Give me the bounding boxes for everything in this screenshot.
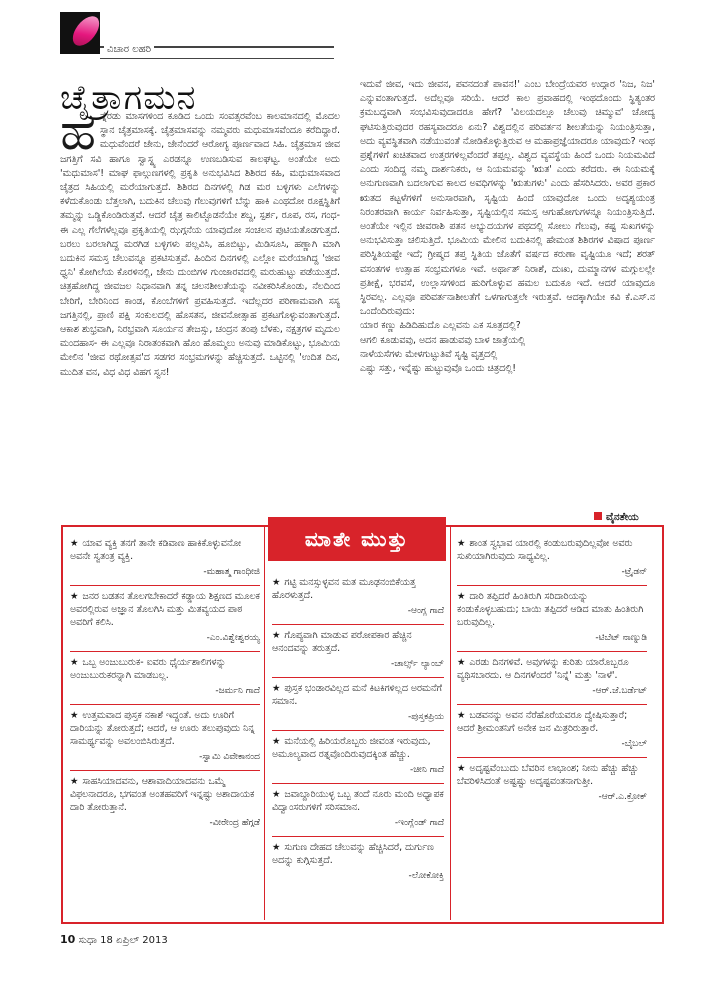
page-number: 10 — [60, 933, 76, 946]
verse-line: ಎಷ್ಟು ಸತ್ತು, ಇನ್ನೆಷ್ಟು ಹುಟ್ಟುವುವೊ ಒಂದು ಚಿತ್ರದಲ್ಲಿ! — [360, 363, 517, 375]
star-icon: ★ — [70, 710, 79, 721]
quote-item: ★ ಉತ್ತಮವಾದ ಪುಸ್ತಕ ನಕಾಶೆ ಇದ್ದಂತೆ. ಅದು ಊರಿಗೆ ದಾರಿಯನ್ನು ತೋರುತ್ತದೆ; ಆದರೆ, ಆ ಊರು ತಲುಪುವುದು ನಿನ್ನ ಸಾಮರ್ಥ್ಯವನ್ನು ಅವಲಂಬಿಸಿರುತ್ತದೆ. -ಸ್ವಾಮಿ ವಿವೇಕಾನಂದ — [70, 705, 260, 771]
quote-item: ★ ಗಟ್ಟಿ ಮನಸ್ಸುಳ್ಳವನ ಮತ ಮೂಢನಂಬಿಕೆಯತ್ತ ಹೊರಳುತ್ತದೆ. -ಆಂಗ್ಲ ಗಾದೆ — [272, 572, 444, 625]
quotes-box-title: ಮಾತೇ ಮುತ್ತು — [268, 517, 446, 561]
article-column-right — [360, 78, 655, 376]
author-byline — [594, 512, 639, 523]
star-icon: ★ — [457, 657, 466, 668]
quote-item: ★ ದಾರಿ ತಪ್ಪಿದರೆ ಹಿಂತಿರುಗಿ ಸರಿದಾರಿಯನ್ನು ಕಂಡುಕೊಳ್ಳಬಹುದು; ಬಾಯಿ ತಪ್ಪಿದರೆ ಆಡಿದ ಮಾತು ಹಿಂತಿರುಗಿ ಬರುವುದಿಲ್ಲ. -ಟಿಬೆಟ್ ನಾಣ್ನುಡಿ — [457, 586, 647, 652]
star-icon: ★ — [272, 842, 281, 853]
section-label: ವಿಚಾರ ಲಹರಿ — [104, 44, 154, 55]
star-icon: ★ — [457, 591, 466, 602]
article-text-left: ನ್ನೆರಡು ಮಾಸಗಳಿಂದ ಕೂಡಿದ ಒಂದು ಸಂವತ್ಸರವೆಂಬ ಕಾಲಮಾನದಲ್ಲಿ ಮೊದಲ ಸ್ಥಾನ ಚೈತ್ರಮಾಸಕ್ಕೆ. ಚೈತ್ರಮಾಸವನ್ನು ನಮ್ಮವರು ಮಧುಮಾಸವೆಂದೂ ಕರೆದಿದ್ದಾರೆ. ಮಧುವೆಂದರೆ ಜೇನು, ಜೇನೆಂದರೆ ಆರೋಗ್ಯ ಪೂರ್ಣವಾದ ಸಿಹಿ. ಚೈತ್ರಮಾಸ ಜೀವ ಜಗತ್ತಿಗೆ ಸವಿ ಹಾಗೂ ಸ್ವಾಸ್ಥ್ಯ ಎರಡನ್ನೂ ಉಣಬಡಿಸುವ ಕಾಲಘಟ್ಟ. ಅಂತೆಯೇ ಅದು 'ಮಧುಮಾಸ'! ಮಾಘ ಫಾಲ್ಗುಣಗಳಲ್ಲಿ ಪ್ರಕೃತಿ ಅನುಭವಿಸಿದ ಶಿಶಿರದ ಕಹಿ, ಮಧುಮಾಸವಾದ ಚೈತ್ರದ ಸಿಹಿಯಲ್ಲಿ ಮರೆಯಾಗುತ್ತದೆ. ಶಿಶಿರದ ದಿನಗಳಲ್ಲಿ ಗಿಡ ಮರ ಬಳ್ಳಿಗಳು ಎಲೆಗಳನ್ನು ಕಳೆದುಕೊಂಡು ಬೆತ್ತಲಾಗಿ, ಬದುಕಿನ ಚೆಲುವು ಗೆಲುವುಗಳಿಗೆ ಬೆನ್ನು ಹಾಕಿ ಎಂಥದೋ ರೂಕ್ಷಸ್ಥಿತಿಗೆ ತಮ್ಮನ್ನು ಒಡ್ಡಿಕೊಂಡಿರುತ್ತವೆ. ಆದರೆ ಚೈತ್ರ ಕಾಲಿಟ್ಟೊಡನೆಯೇ ಶಬ್ದ, ಸ್ಪರ್ಶ, ರೂಪ, ರಸ, ಗಂಧ- ಈ ಎಲ್ಲ ಗೆಲೆಗಳೆಲ್ಲವೂ ಪ್ರಕೃತಿಯಲ್ಲಿ ಝಗ್ಗನೆಯ ಯಾವುದೋ ಸಂಚಲನ ಪುಟಿಯತೊಡಗುತ್ತದೆ. ಬರಲು ಬರಲಾಗಿದ್ದ ಮರಗಿಡ ಬಳ್ಳಿಗಳು ಪಲ್ಲವಿಸಿ, ಹೂಬಿಟ್ಟು, ಮಿಡಿಸೂಸಿ, ಹಣ್ಣಾಗಿ ಮಾಗಿ ಬದುಕಿನ ಸಮಸ್ತ ಚೆಲುವನ್ನೂ ಪ್ರಕಟಿಸುತ್ತವೆ. ಹಿಂದಿನ ದಿನಗಳಲ್ಲಿ ಎಲ್ಲೋ ಮರೆಯಾಗಿದ್ದ 'ಜೀವ ಧ್ವನಿ' ಕೋಗಿಲೆಯ ಕೊರಳಿನಲ್ಲಿ, ಜೇನು ದುಂಬಿಗಳ ಗುಂಜಾರವದಲ್ಲಿ ಮರುಹುಟ್ಟು ಪಡೆಯುತ್ತದೆ. ಚಿತ್ರಹೋಗಿದ್ದ ಜೀವಜಲ ನಿಧಾನವಾಗಿ ತನ್ನ ಚಲನಶೀಲತೆಯನ್ನು ನವೀಕರಿಸಿಕೊಂಡು, ನೆಲದಿಂದ ಬೇರಿಗೆ, ಬೇರಿನಿಂದ ಕಾಂಡ, ಕೊಂಬೆಗಳಿಗೆ ಪ್ರವಹಿಸುತ್ತದೆ. ಇದೆಲ್ಲದರ ಪರಿಣಾಮವಾಗಿ ಸಸ್ಯ ಜಗತ್ತಿನಲ್ಲಿ, ಪ್ರಾಣಿ ಪಕ್ಷಿ ಸಂಕುಲದಲ್ಲಿ ಹೊಸತನ, ಜೀವನೋತ್ಸಾಹ ಪ್ರಕಟಗೊಳ್ಳುವಂತಾಗುತ್ತದೆ. ಆಕಾಶ ಶುಭ್ರವಾಗಿ, ನಿರಭ್ರವಾಗಿ ಸೂರ್ಯನ ತೇಜಸ್ಸು, ಚಂದ್ರನ ತಂಪು ಬೆಳಕು, ನಕ್ಷತ್ರಗಳ ಮೃದುಲ ಮಂದಹಾಸ- ಈ ಎಲ್ಲವೂ ನಿರಾತಂಕವಾಗಿ ಹೊಂ ಹೊಮ್ಮಲು ಅನುವು ಮಾಡಿಕೊಟ್ಟು, ಭೂಮಿಯ ಮೇಲಿನ 'ಜೀವ ರಥೋತ್ಸವ'ದ ಸಡಗರ ಸಂಭ್ರಮಗಳನ್ನು ಹೆಚ್ಚಿಸುತ್ತದೆ. ಒಟ್ಟಿನಲ್ಲಿ 'ಉದಿತ ದಿನ, ಮುದಿತ ವನ, ವಿಧ ವಿಧ ವಿಹಗ ಸ್ವನ! — [60, 111, 340, 378]
star-icon: ★ — [272, 577, 281, 588]
star-icon: ★ — [457, 710, 466, 721]
quote-item: ★ ಜನರ ಬಡತನ ತೊಲಗಬೇಕಾದರೆ ಕಡ್ಡಾಯ ಶಿಕ್ಷಣದ ಮೂಲಕ ಅವರಲ್ಲಿರುವ ಅಜ್ಞಾನ ತೊಲಗಿಸಿ ಮತ್ತು ಮಿತವ್ಯಯದ ಪಾಠ ಅವರಿಗೆ ಕಲಿಸಿ. -ಎಂ.ವಿಶ್ವೇಶ್ವರಯ್ಯ — [70, 586, 260, 652]
star-icon: ★ — [70, 538, 79, 549]
star-icon: ★ — [457, 538, 466, 549]
star-icon: ★ — [272, 683, 281, 694]
author-name: ವೈನತೇಯ — [606, 512, 639, 523]
quote-item: ★ ಬಡವನನ್ನು ಅವನ ನೆರೆಹೊರೆಯವರೂ ದ್ವೇಷಿಸುತ್ತಾರೆ; ಆದರೆ ಶ್ರೀಮಂತನಿಗೆ ಅನೇಕ ಜನ ಮಿತ್ರರಿರುತ್ತಾರೆ. -ಬೈಬಲ್ — [457, 705, 647, 758]
quote-item: ★ ಜವಾಬ್ದಾರಿಯುಳ್ಳ ಒಬ್ಬ ತಂದೆ ನೂರು ಮಂದಿ ಅಧ್ಯಾಪಕ ವಿದ್ವಾಂಸರುಗಳಿಗೆ ಸರಿಸಮಾನ. -ಇಂಗ್ಲೆಂಡ್ ಗಾದೆ — [272, 784, 444, 837]
article-text-right: ಇದುವೆ ಜೀವ, ಇದು ಜೀವನ, ಪವನದಂತೆ ಪಾವನ!' ಎಂಬ ಬೇಂದ್ರೆಯವರ ಉದ್ಗಾರ 'ನಿಜ, ನಿಜ' ಎನ್ನುವಂತಾಗುತ್ತದೆ. ಅದೆಲ್ಲವೂ ಸರಿಯೆ. ಆದರೆ ಕಾಲ ಪ್ರವಾಹದಲ್ಲಿ ಇಂಥದೊಂದು ಸ್ಥಿತ್ಯಂತರ ಕ್ರಮಬದ್ಧವಾಗಿ ಸಂಭವಿಸುವುದಾದರೂ ಹೇಗೆ? 'ವಿಲಯದಲ್ಲೂ ಚೆಲುವು ಚಿಮ್ಮುವ' ಚೋದ್ಯ ಘಟಿಸುತ್ತಿರುವುದರ ರಹಸ್ಯವಾದರೂ ಏನು? ವಿಶ್ವದಲ್ಲಿನ ಪರಿವರ್ತನ ಶೀಲತೆಯನ್ನು ನಿಯಂತ್ರಿಸುತ್ತಾ, ಅದು ವ್ಯವಸ್ಥಿತವಾಗಿ ನಡೆಯುವಂತೆ ನೋಡಿಕೊಳ್ಳುತ್ತಿರುವ ಆ ಮಹಾಪ್ರಜ್ಞೆಯಾದರೂ ಯಾವುದು? ಇಂಥ ಪ್ರಶ್ನೆಗಳಿಗೆ ಖಚಿತವಾದ ಉತ್ತರಗಳಿಲ್ಲವೆಂದರೆ ತಪ್ಪಲ್ಲ. ವಿಶ್ವದ ವ್ಯವಸ್ಥೆಯ ಹಿಂದೆ ಒಂದು ನಿಯಮವಿದೆ ಎಂದು ಸಂದಿದ್ದ ನಮ್ಮ ದಾರ್ಶನಿಕರು, ಆ ನಿಯಮವನ್ನು 'ಋತ' ಎಂದು ಕರೆದರು. ಈ ನಿಯಮಕ್ಕೆ ಅನುಗುಣವಾಗಿ ಬದಲಾಗುವ ಕಾಲದ ಅವಧಿಗಳನ್ನು 'ಋತುಗಳು' ಎಂದು ಹೆಸರಿಸಿದರು. ಅವರ ಪ್ರಕಾರ ಋತದ ಕಟ್ಟಳೆಗಳಿಗೆ ಅನುಸಾರವಾಗಿ, ಸೃಷ್ಟಿಯ ಹಿಂದೆ ಯಾವುದೋ ಒಂದು ಅದೃಶ್ಯಯಂತ್ರ ನಿರಂತರವಾಗಿ ಕಾರ್ಯ ನಿರ್ವಹಿಸುತ್ತಾ, ಸೃಷ್ಟಿಯಲ್ಲಿನ ಸಮಸ್ತ ಆಗುಹೋಗುಗಳನ್ನೂ ನಿಯಂತ್ರಿಸುತ್ತಿದೆ. ಅಂತೆಯೇ ಇಲ್ಲಿನ ಜೀವರಾಶಿ ಪತನ ಅಭ್ಯುದಯಗಳ ಪಥದಲ್ಲಿ ಸೋಲು ಗೆಲುವು, ಕಷ್ಟ ಸುಖಗಳನ್ನು ಅನುಭವಿಸುತ್ತಾ ಚಲಿಸುತ್ತಿದೆ. ಭೂಮಿಯ ಮೇಲಿನ ಬದುಕಿನಲ್ಲಿ ಹೇಮಂತ ಶಿಶಿರಗಳ ವಿಷಾದ ಪೂರ್ಣ ಪರಿಸ್ಥಿತಿಯಷ್ಟೇ ಇದೆ; ಗ್ರೀಷ್ಮದ ತಪ್ತ ಸ್ಥಿತಿಯ ಜೊತೆಗೆ ವರ್ಷದ ಕರುಣಾ ವೃಷ್ಟಿಯೂ ಇದೆ; ಶರತ್ ವಸಂತಗಳ ಉತ್ಸಾಹ ಸಂಭ್ರಮಗಳೂ ಇವೆ. ಅರ್ಥಾತ್ ನಿರಾಶೆ, ದುಃಖ, ದುಮ್ಮಾನಗಳ ಮಗ್ಗುಲಲ್ಲೇ ಪ್ರತೀಕ್ಷೆ, ಭರವಸೆ, ಉಲ್ಲಾಸಗಳಿಂದ ಹುರಿಗೊಳ್ಳುವ ಹಮಲ ಬದುಕೂ ಇದೆ. ಆದರೆ ಯಾವುದೂ ಸ್ಥಿರವಲ್ಲ. ಎಲ್ಲವೂ ಪರಿವರ್ತನಾಶೀಲತೆಗೆ ಒಳಗಾಗುತ್ತಲೇ ಇರುತ್ತವೆ. ಆದಕ್ಕಾಗಿಯೇ ಕವಿ ಕೆ.ಎಸ್.ನ ಒಂದೆಂದಿರುವುದು: — [360, 79, 655, 318]
verse-line: ಯಾರ ಕಣ್ಣು ಹಿಡಿದಿಹುದೊ ಎಲ್ಲವನು ಎಕ ಸೂತ್ರದಲ್ಲಿ? — [360, 320, 521, 332]
quote-item: ★ ಅದೃಷ್ಟವೆಂಬುದು ಬೆವರಿನ ಲಾಭಾಂಶ; ನೀನು ಹೆಚ್ಚು ಹೆಚ್ಚು ಬೆವರಿಳಿಸಿದಂತೆ ಅಷ್ಟಷ್ಟು ಅದೃಷ್ಟವಂತನಾಗುತ್ತೀ. -ಆರ್.ಎ.ಕ್ರೋಕ್ — [457, 763, 647, 802]
quote-item: ★ ಒಬ್ಬ ಅಂಜುಬುರುಕ- ಐವರು ಧೈರ್ಯಶಾಲಿಗಳನ್ನು ಅಂಜುಬುರುಕರನ್ನಾಗಿ ಮಾಡಬಲ್ಲ. -ಜರ್ಮನಿ ಗಾದೆ — [70, 652, 260, 705]
quotes-column-2 — [272, 572, 444, 889]
page-footer — [60, 933, 168, 946]
quote-item: ★ ಸುಗುಣ ದೇಹದ ಚೆಲುವನ್ನು ಹೆಚ್ಚಿಸಿದರೆ, ದುರ್ಗುಣ ಅದನ್ನು ಕುಗ್ಗಿಸುತ್ತದೆ. -ಲೋಕೋಕ್ತಿ — [272, 842, 444, 881]
star-icon: ★ — [457, 763, 466, 774]
quote-item: ★ ಸಾಹಸಿಯಾದವನು, ಆಶಾವಾದಿಯಾದವನು ಒಮ್ಮೆ ವಿಫಲನಾದರೂ, ಭಗವಂತ ಅಂತಹವರಿಗೆ ಇನ್ನಷ್ಟು ಅಶಾದಾಯಕ ದಾರಿ ತೋರುತ್ತಾನೆ. -ವೀರೇಂದ್ರ ಹೆಗ್ಗಡೆ — [70, 776, 260, 828]
verse-line: ಆಗಲಿ ಕೂಡುವವು, ಅದನ ಹಾಡುವವು ಬಾಳ ಜಾತ್ರೆಯಲ್ಲಿ — [360, 334, 526, 346]
article-column-left — [60, 102, 340, 380]
star-icon: ★ — [272, 736, 281, 747]
red-square-icon — [594, 512, 602, 520]
quote-item: ★ ಶಾಂತ ಸ್ವಭಾವ ಯಾರಲ್ಲಿ ಕಂಡುಬರುವುದಿಲ್ಲವೋ ಅವರು ಸುಖಿಯಾಗಿರುವುದು ಸಾಧ್ಯವಿಲ್ಲ. -ಟ್ರೈಡನ್ — [457, 533, 647, 586]
quote-item: ★ ಪುಸ್ತಕ ಭಂಡಾರವಿಲ್ಲದ ಮನೆ ಕಿಟಕಿಗಳಿಲ್ಲದ ಅರಮನೆಗೆ ಸಮಾನ. -ಪುಸ್ತಕಪ್ರಿಯ — [272, 678, 444, 731]
quote-item: ★ ಎರಡು ದಿನಗಳಿವೆ. ಅವುಗಳನ್ನು ಕುರಿತು ಯಾರೊಬ್ಬರೂ ವ್ಯಥಿಸಬಾರದು. ಆ ದಿನಗಳೆಂದರೆ 'ನಿನ್ನೆ' ಮತ್ತು 'ನಾಳೆ'. -ಆರ್.ಜೆ.ಬರ್ಡೆಟ್ — [457, 652, 647, 705]
star-icon: ★ — [272, 789, 281, 800]
quote-item: ★ ಮನೆಯಲ್ಲಿ ಹಿರಿಯರೊಬ್ಬರು ಜೀವಂತ ಇರುವುದು, ಅಮೂಲ್ಯವಾದ ರತ್ನವೊಂದಿರುವುದಕ್ಕಿಂತ ಹೆಚ್ಚು. -ಚೀನಿ ಗಾದೆ — [272, 731, 444, 784]
feather-icon — [69, 12, 100, 51]
article-title: ಚೈತ್ರಾಗಮನ — [60, 78, 197, 118]
star-icon: ★ — [272, 630, 281, 641]
star-icon: ★ — [70, 591, 79, 602]
quote-item: ★ ಯಾವ ವ್ಯಕ್ತಿ ತನಗೆ ತಾನೇ ಕಡಿವಾಣ ಹಾಕಿಕೊಳ್ಳುವನೋ ಅವನೇ ಸ್ವತಂತ್ರ ವ್ಯಕ್ತಿ. -ಮಹಾತ್ಮ ಗಾಂಧೀಜಿ — [70, 533, 260, 586]
magazine-logo — [60, 12, 100, 54]
issue-info: ಸುಧಾ 18 ಏಪ್ರಿಲ್ 2013 — [78, 935, 168, 946]
quote-item: ★ ಗೊಪ್ಯವಾಗಿ ಮಾಡುವ ಪರೋಪಕಾರ ಹೆಚ್ಚಿನ ಆನಂದವನ್ನು ತರುತ್ತದೆ. -ಚಾರ್ಲ್ಸ್ ಲ್ಯಾಂಬ್ — [272, 625, 444, 678]
column-divider — [264, 525, 265, 920]
quotes-column-3 — [457, 533, 647, 810]
drop-cap: ಹ — [60, 102, 97, 162]
column-divider — [450, 525, 451, 920]
star-icon: ★ — [70, 776, 79, 787]
verse-line: ನಾಳೆಯಸೆಗಳು ಮೇಳಗುಟ್ಟುತಿವೆ ಸೃಷ್ಟಿ ವೃತ್ತದಲ್ಲಿ — [360, 348, 498, 360]
quotes-column-1 — [70, 533, 260, 836]
star-icon: ★ — [70, 657, 79, 668]
